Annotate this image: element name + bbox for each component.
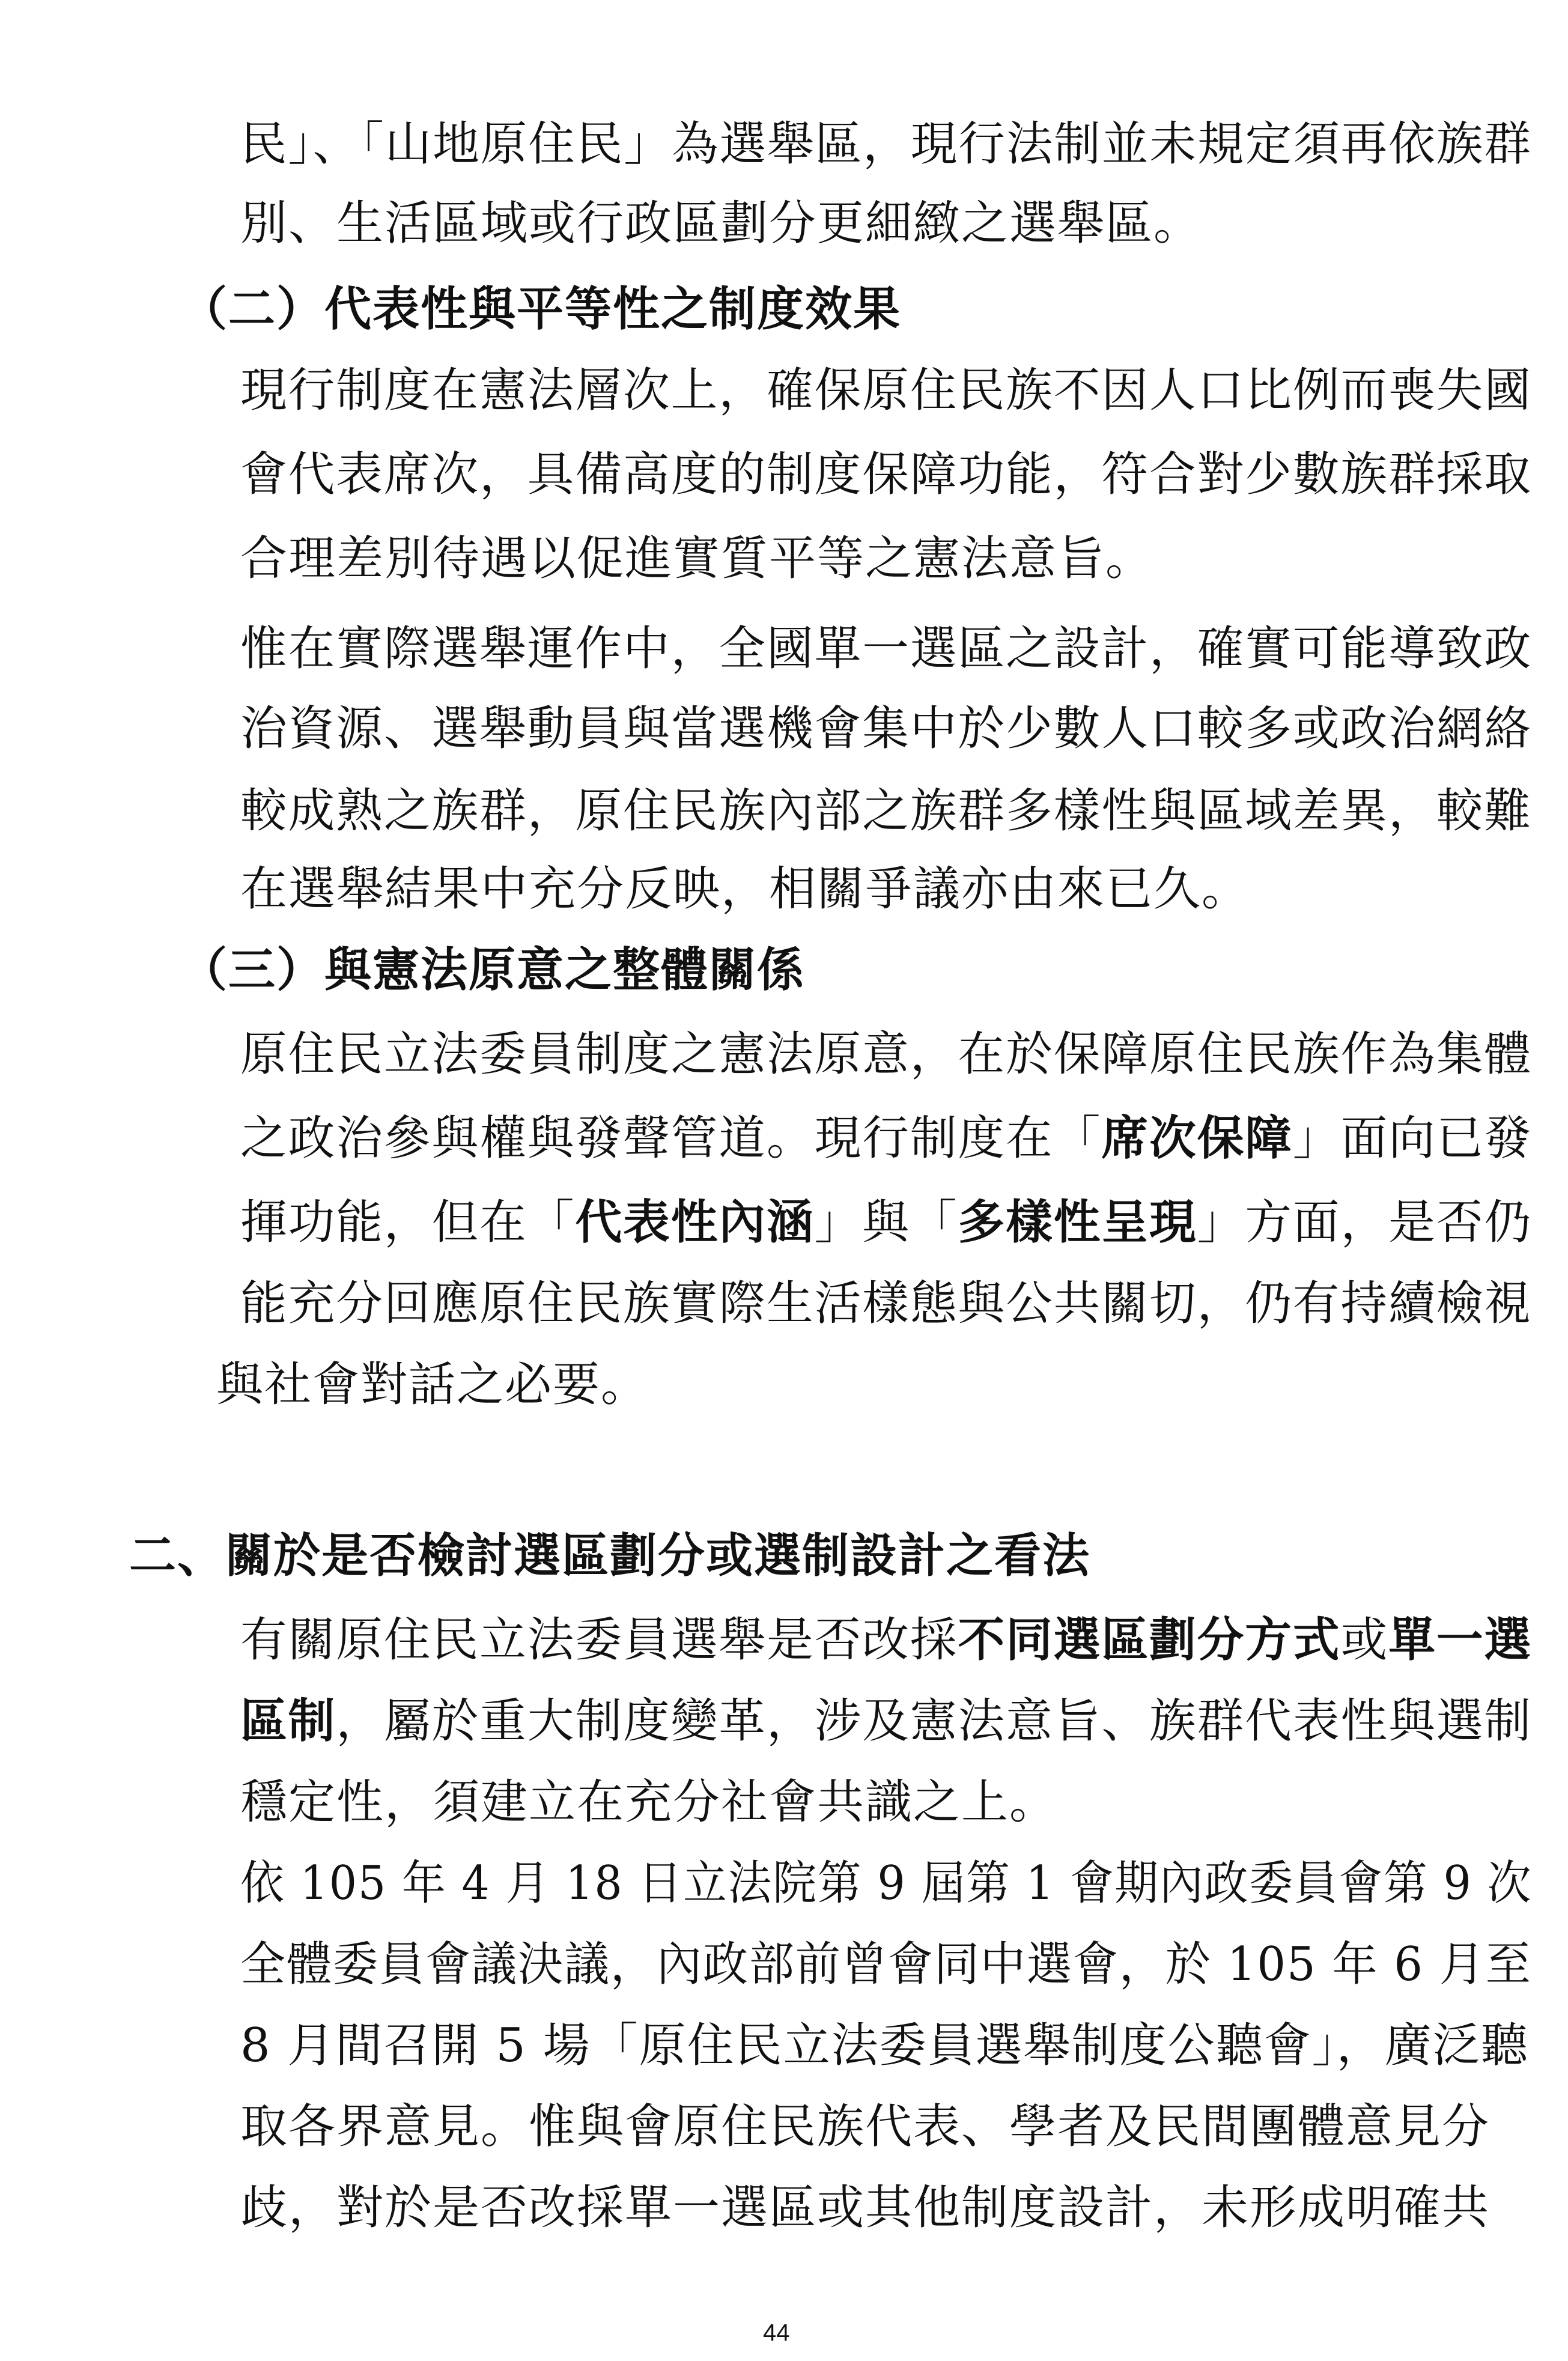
text-segment: 歧，對於是否改採單一選區或其他制度設計，未形成明確共 <box>240 2181 1491 2235</box>
text-segment: 」方面，是否仍 <box>1197 1196 1533 1250</box>
text-segment: 治資源、選舉動員與當選機會集中於少數人口較多或政治網絡 <box>240 702 1533 756</box>
body-text-line <box>240 619 1532 679</box>
body-text-line <box>240 1934 1532 1995</box>
text-segment: 與社會對話之必要。 <box>216 1358 649 1412</box>
text-segment: 取各界意見。惟與會原住民族代表、學者及民間團體意見分 <box>240 2100 1491 2154</box>
text-segment: 有關原住民立法委員選舉是否改採 <box>240 1613 958 1667</box>
text-segment: ，屬於重大制度變革，涉及憲法意旨、族群代表性與選制 <box>336 1694 1533 1748</box>
body-text-line <box>240 2016 1529 2076</box>
body-text-line <box>240 1108 1532 1168</box>
text-segment: 揮功能，但在「 <box>240 1196 576 1250</box>
body-text-line <box>240 1853 1532 1913</box>
section-heading-2 <box>180 279 901 339</box>
text-segment: 能充分回應原住民族實際生活樣態與公共關切，仍有持續檢視 <box>240 1277 1533 1331</box>
text-segment: 全體委員會議決議，內政部前曾會同中選會，於 105 年 6 月至 <box>240 1937 1532 1992</box>
body-text-line <box>240 859 1250 919</box>
body-text-line <box>240 445 1532 505</box>
main-heading-2 <box>129 1526 1090 1586</box>
text-segment: 8 月間召開 5 場「原住民立法委員選舉制度公聽會」，廣泛聽 <box>240 2019 1529 2073</box>
text-segment: 合理差別待遇以促進實質平等之憲法意旨。 <box>240 532 1154 586</box>
body-text-line <box>240 114 1532 174</box>
text-segment: 惟在實際選舉運作中，全國單一選區之設計，確實可能導致政 <box>240 622 1533 676</box>
emphasis-text: 單一選 <box>1388 1612 1533 1667</box>
emphasis-text: 代表性內涵 <box>575 1195 815 1250</box>
body-text-line <box>240 193 1202 254</box>
emphasis-text: 區制 <box>240 1694 336 1748</box>
page-number: 44 <box>763 2320 790 2346</box>
body-text-line <box>240 1610 1532 1670</box>
body-text-line <box>240 2097 1490 2157</box>
emphasis-text: 多樣性呈現 <box>958 1195 1197 1250</box>
body-text-line <box>240 781 1532 841</box>
text-segment: 依 105 年 4 月 18 日立法院第 9 屆第 1 會期內政委員會第 9 次 <box>240 1856 1533 1910</box>
text-segment: 之政治參與權與發聲管道。現行制度在「 <box>240 1111 1102 1165</box>
heading-text: （三）與憲法原意之整體關係 <box>180 943 806 997</box>
body-text-line <box>240 1772 1057 1832</box>
body-text-line <box>240 1024 1532 1084</box>
heading-text: （二）代表性與平等性之制度效果 <box>180 282 902 336</box>
text-segment: 在選舉結果中充分反映，相關爭議亦由來已久。 <box>240 862 1250 916</box>
text-segment: 」面向已發 <box>1292 1111 1533 1165</box>
emphasis-text: 不同選區劃分方式 <box>958 1612 1341 1667</box>
text-segment: 會代表席次，具備高度的制度保障功能，符合對少數族群採取 <box>240 448 1533 502</box>
section-heading-3 <box>180 940 805 1000</box>
body-text-line <box>240 1691 1532 1751</box>
body-text-line <box>216 1355 649 1415</box>
body-text-line <box>240 699 1532 759</box>
body-text-line <box>240 1193 1532 1253</box>
heading-text: 二、關於是否檢討選區劃分或選制設計之看法 <box>129 1528 1091 1583</box>
text-segment: 原住民立法委員制度之憲法原意，在於保障原住民族作為集體 <box>240 1027 1533 1081</box>
text-segment: 民」、「山地原住民」為選舉區，現行法制並未規定須再依族群 <box>240 117 1532 171</box>
text-segment: 穩定性，須建立在充分社會共識之上。 <box>240 1775 1058 1829</box>
body-text-line <box>240 360 1532 421</box>
text-segment: 或 <box>1340 1613 1389 1667</box>
text-segment: 」與「 <box>814 1196 958 1250</box>
body-text-line <box>240 2178 1490 2238</box>
text-segment: 現行制度在憲法層次上，確保原住民族不因人口比例而喪失國 <box>240 363 1533 418</box>
emphasis-text: 席次保障 <box>1101 1111 1293 1165</box>
text-segment: 較成熟之族群，原住民族內部之族群多樣性與區域差異，較難 <box>240 784 1533 838</box>
body-text-line <box>240 1274 1532 1334</box>
text-segment: 別、生活區域或行政區劃分更細緻之選舉區。 <box>240 196 1202 251</box>
body-text-line <box>240 529 1153 589</box>
